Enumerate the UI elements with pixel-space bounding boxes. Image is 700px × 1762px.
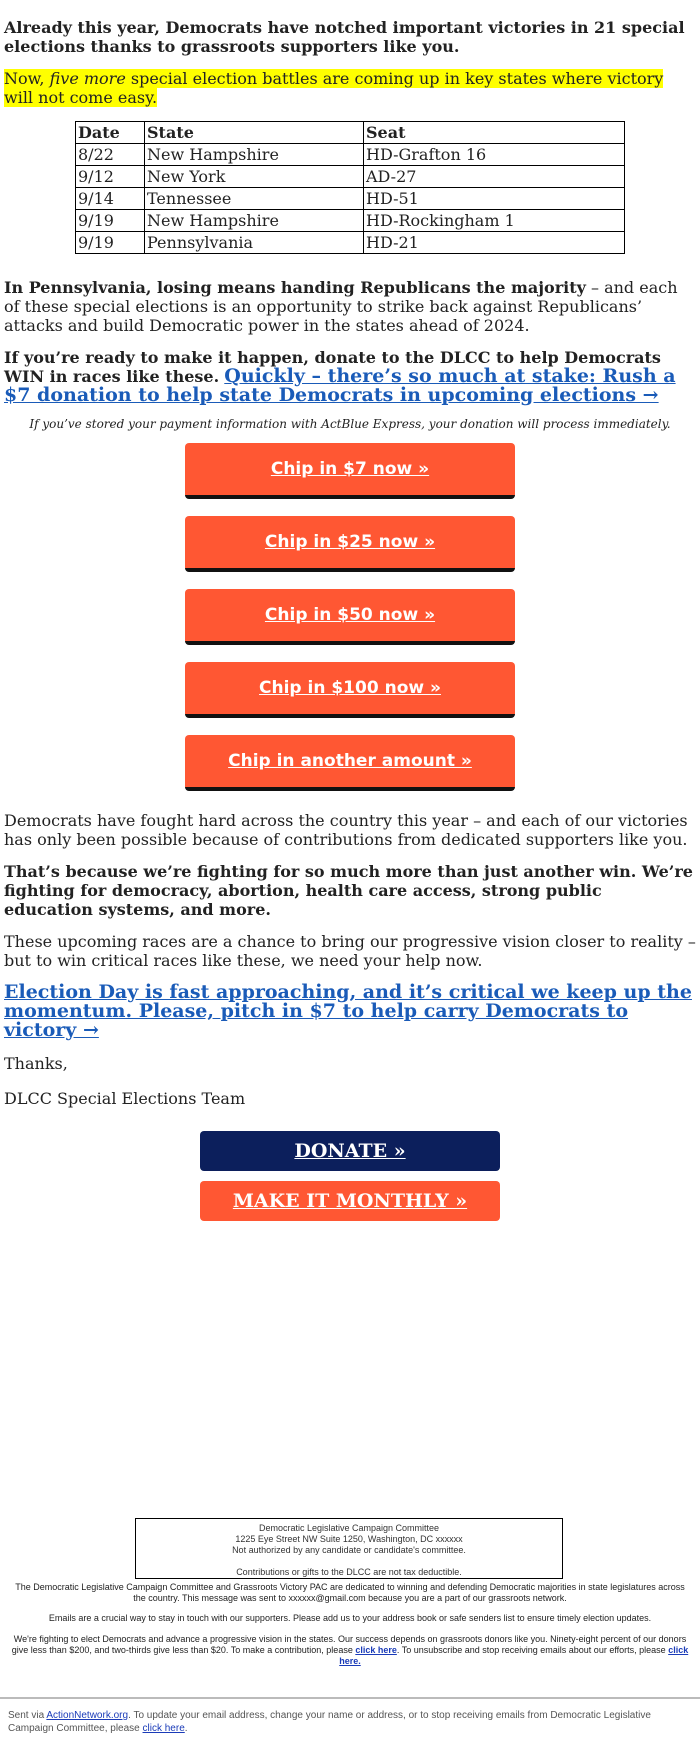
table-cell: 9/12 [76,166,145,188]
footer-dedicated: The Democratic Legislative Campaign Committee and Grassroots Victory PAC are dedicated to winning and defending Democratic majorities in state legislatures across the country. This message was sent to xxxxxx@gmail.com because you are a part of our grassroots network. [15,1582,685,1603]
table-row [76,166,625,188]
footer-authorized: Not authorized by any candidate or candidate's committee. [232,1545,466,1555]
highlight-pre: Now, [4,69,50,88]
make-monthly-button[interactable]: MAKE IT MONTHLY » [200,1181,500,1221]
table-row [76,210,625,232]
thanks-text: Thanks, [4,1054,68,1073]
signature-text: DLCC Special Elections Team [4,1089,246,1108]
actionnetwork-link[interactable]: ActionNetwork.org [46,1710,129,1721]
unsubscribe-click-here-link[interactable]: click here. [339,1645,689,1666]
donate-button[interactable]: DONATE » [200,1131,500,1171]
table-cell: HD-Rockingham 1 [364,210,625,232]
footer-address: 1225 Eye Street NW Suite 1250, Washington, DC xxxxxx [235,1534,463,1544]
rush-donation-link[interactable]: Quickly – there’s so much at stake: Rush a $7 donation to help state Democrats in upcoming elections → [4,365,676,406]
table-cell: New Hampshire [145,210,364,232]
table-cell: New York [145,166,364,188]
table-cell: Tennessee [145,188,364,210]
table-cell: New Hampshire [145,144,364,166]
highlight-emphasis: five more [49,69,126,88]
footer-org: Democratic Legislative Campaign Committee [258,1523,440,1533]
pennsylvania-rest: – and each of these special elections is an opportunity to strike back against Republicans’ attacks and build Democratic power in the states ahead of 2024. [4,278,678,335]
table-cell: HD-21 [364,232,625,254]
table-cell: 9/19 [76,210,145,232]
table-cell: 8/22 [76,144,145,166]
highlight-paragraph [4,69,696,107]
chip-other-button[interactable]: Chip in another amount » [185,735,515,791]
sent-via-text: Sent via [8,1710,47,1721]
upcoming-paragraph: These upcoming races are a chance to bring our progressive vision closer to reality – but to win critical races like these, we need your help now. [4,932,696,970]
chip-7-button[interactable]: Chip in $7 now » [185,443,515,499]
table-cell: HD-51 [364,188,625,210]
footer-address-box [135,1518,563,1579]
ready-paragraph [4,348,696,405]
sent-end-text: . [184,1723,188,1734]
table-row [76,188,625,210]
chip-50-button[interactable]: Chip in $50 now » [185,589,515,645]
update-click-here-link[interactable]: click here [142,1723,185,1734]
footer-tax: Contributions or gifts to the DLCC are not tax deductible. [236,1567,462,1577]
pennsylvania-bold: In Pennsylvania, losing means handing Republicans the majority [4,278,586,297]
footer-unsubscribe-text: . To unsubscribe and stop receiving emails about our efforts, please [396,1645,669,1655]
intro-text: Already this year, Democrats have notched important victories in 21 special elections thanks to grassroots supporters like you. [4,18,685,56]
table-header: Seat [364,122,625,144]
table-header: State [145,122,364,144]
because-paragraph: That’s because we’re fighting for so much more than just another win. We’re fighting for democracy, abortion, health care access, strong public education systems, and more. [4,862,693,919]
table-cell: 9/19 [76,232,145,254]
table-cell: AD-27 [364,166,625,188]
pitch-in-link[interactable]: Election Day is fast approaching, and it’s critical we keep up the momentum. Please, pitch in $7 to help carry Democrats to victory → [4,981,692,1041]
footer-fighting-text: We're fighting to elect Democrats and advance a progressive vision in the states. Our success depends on grassroots donors like you. Ninety-eight percent of our donors give less than $200, and two-thirds give less than $20. To make a contribution, please [11,1634,687,1655]
chip-100-button[interactable]: Chip in $100 now » [185,662,515,718]
pennsylvania-paragraph [4,278,696,335]
table-cell: HD-Grafton 16 [364,144,625,166]
races-table [75,121,625,254]
sent-update-text: . To update your email address, change your name or address, or to stop receiving emails from Democratic Legislative Campaign Committee, please [8,1710,651,1734]
contribute-click-here-link[interactable]: click here [355,1645,397,1655]
table-cell: Pennsylvania [145,232,364,254]
sent-via-footer [0,1697,700,1735]
chip-25-button[interactable]: Chip in $25 now » [185,516,515,572]
table-row [76,232,625,254]
footer-fighting [8,1634,692,1667]
fought-paragraph: Democrats have fought hard across the country this year – and each of our victories has only been possible because of contributions from dedicated supporters like you. [4,811,688,849]
table-row [76,144,625,166]
footer-emails: Emails are a crucial way to stay in touch with our supporters. Please add us to your address book or safe senders list to ensure timely election updates. [48,1613,652,1623]
table-cell: 9/14 [76,188,145,210]
table-header-row [76,122,625,144]
table-header: Date [76,122,145,144]
actblue-note: If you’ve stored your payment information with ActBlue Express, your donation will process immediately. [29,417,671,431]
highlight-post: special election battles are coming up in key states where victory will not come easy. [4,69,664,107]
ready-bold: If you’re ready to make it happen, donate to the DLCC to help Democrats WIN in races like these. [4,348,661,386]
cta-paragraph [4,983,696,1040]
